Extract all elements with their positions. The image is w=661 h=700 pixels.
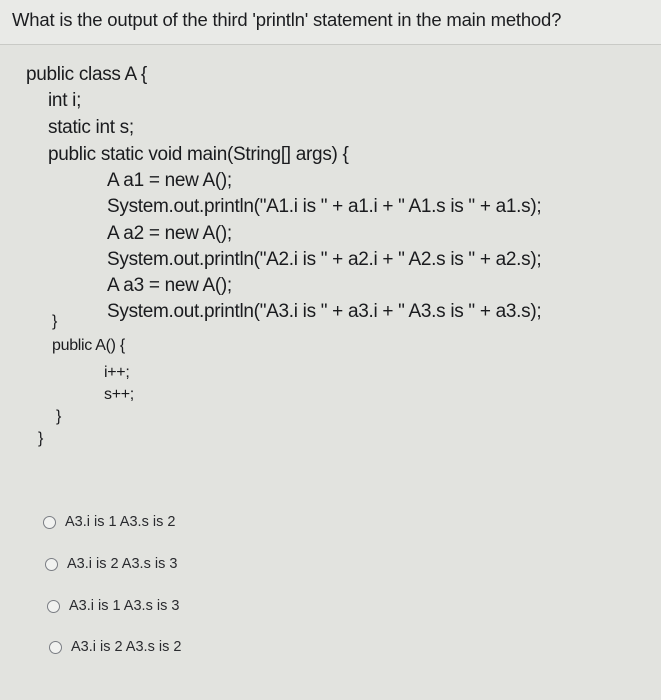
question-header xyxy=(0,0,661,45)
answer-option-2[interactable] xyxy=(45,552,177,576)
code-line: i++; xyxy=(104,364,130,381)
code-line: System.out.println("A2.i is " + a2.i + " A2.s is " + a2.s); xyxy=(107,249,542,270)
code-line: s++; xyxy=(104,386,134,403)
radio-button-icon[interactable] xyxy=(43,516,56,529)
code-line: A a1 = new A(); xyxy=(107,170,232,191)
answer-option-1[interactable] xyxy=(43,510,175,534)
code-line: System.out.println("A1.i is " + a1.i + " A1.s is " + a1.s); xyxy=(107,196,542,217)
radio-button-icon[interactable] xyxy=(47,600,60,613)
radio-button-icon[interactable] xyxy=(45,558,58,571)
code-line: A a2 = new A(); xyxy=(107,223,232,244)
code-line: } xyxy=(52,313,58,330)
code-line: System.out.println("A3.i is " + a3.i + " A3.s is " + a3.s); xyxy=(107,301,542,322)
code-line: public static void main(String[] args) { xyxy=(48,144,349,165)
radio-button-icon[interactable] xyxy=(49,641,62,654)
code-line: int i; xyxy=(48,90,82,111)
answer-option-label: A3.i is 1 A3.s is 3 xyxy=(69,598,180,614)
code-line: public class A { xyxy=(26,64,147,85)
code-line: A a3 = new A(); xyxy=(107,275,232,296)
answer-option-label: A3.i is 2 A3.s is 2 xyxy=(71,639,182,655)
answer-option-label: A3.i is 1 A3.s is 2 xyxy=(65,514,176,530)
code-line: public A() { xyxy=(52,337,125,354)
question-text: What is the output of the third 'println' statement in the main method? xyxy=(12,9,562,30)
answer-option-label: A3.i is 2 A3.s is 3 xyxy=(67,556,178,572)
code-line: static int s; xyxy=(48,117,134,138)
answer-option-3[interactable] xyxy=(47,594,179,618)
answer-option-4[interactable] xyxy=(49,635,181,659)
code-line: } xyxy=(56,408,62,425)
code-line: } xyxy=(38,430,44,447)
